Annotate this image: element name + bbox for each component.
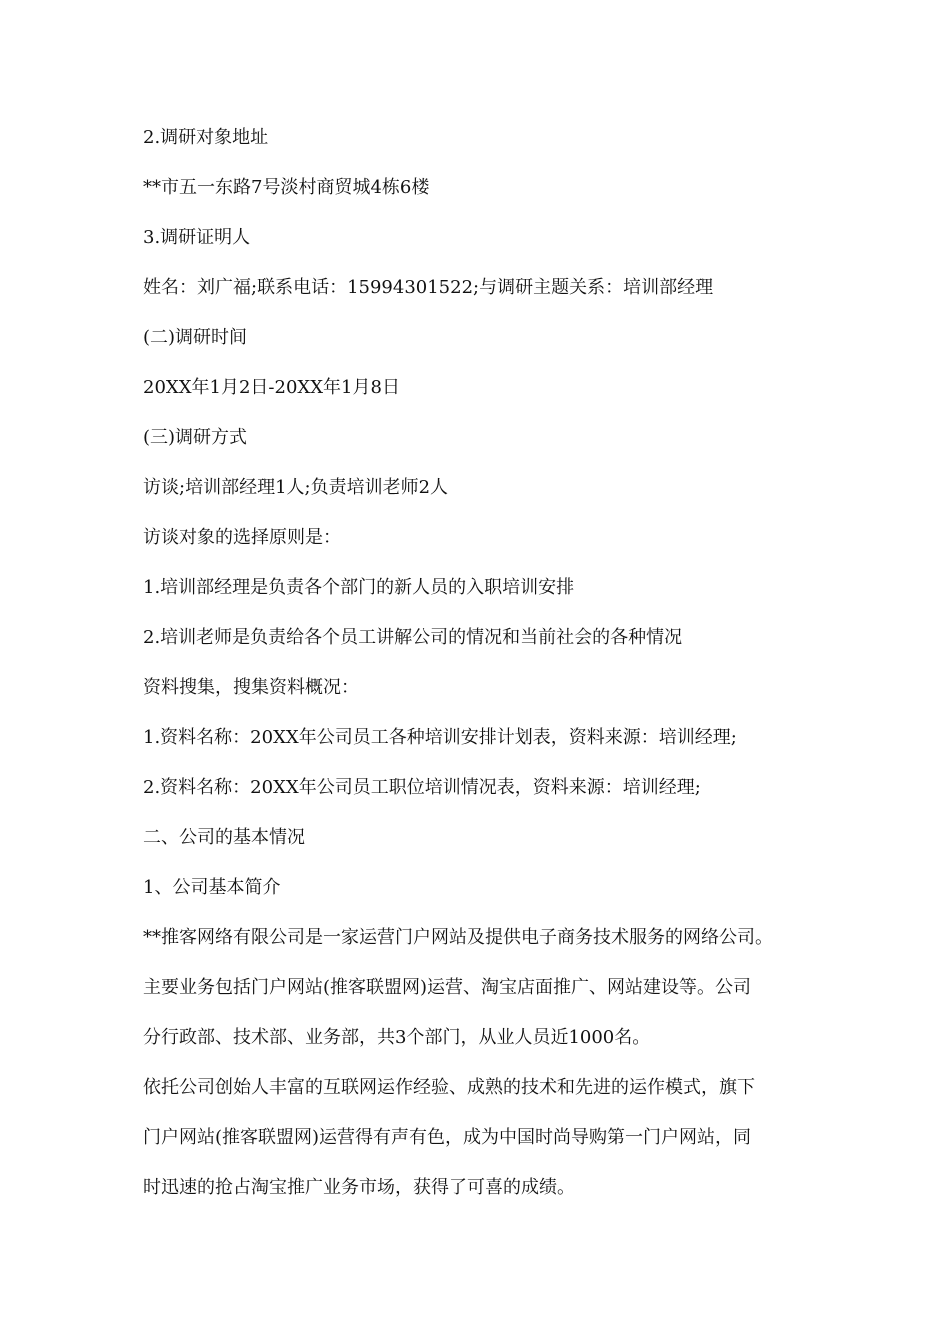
text-line-intro-4: 依托公司创始人丰富的互联网运作经验、成熟的技术和先进的运作模式，旗下 bbox=[143, 1077, 755, 1098]
text-line-intro-3: 分行政部、技术部、业务部，共3个部门，从业人员近1000名。 bbox=[143, 1027, 651, 1048]
text-line-principle-2: 2.培训老师是负责给各个员工讲解公司的情况和当前社会的各种情况 bbox=[143, 627, 683, 648]
text-line-selection-principle: 访谈对象的选择原则是： bbox=[143, 527, 341, 548]
text-line-principle-1: 1.培训部经理是负责各个部门的新人员的入职培训安排 bbox=[143, 577, 575, 598]
text-line-intro-2: 主要业务包括门户网站(推客联盟网)运营、淘宝店面推广、网站建设等。公司 bbox=[143, 977, 752, 998]
text-line-intro-5: 门户网站(推客联盟网)运营得有声有色，成为中国时尚导购第一门户网站，同 bbox=[143, 1127, 752, 1148]
text-line-intro-1: **推客网络有限公司是一家运营门户网站及提供电子商务技术服务的网络公司。 bbox=[143, 927, 773, 948]
text-line-section-heading: 二、公司的基本情况 bbox=[143, 827, 305, 848]
text-line-time-range: 20XX年1月2日-20XX年1月8日 bbox=[143, 377, 400, 398]
text-line-materials-heading: 资料搜集，搜集资料概况： bbox=[143, 677, 359, 698]
text-line-time-heading: (二)调研时间 bbox=[143, 327, 248, 348]
text-line-material-2: 2.资料名称：20XX年公司员工职位培训情况表，资料来源：培训经理; bbox=[143, 777, 701, 798]
text-line-address-heading: 2.调研对象地址 bbox=[143, 127, 269, 148]
text-line-witness-info: 姓名：刘广福;联系电话：15994301522;与调研主题关系：培训部经理 bbox=[143, 277, 714, 298]
document-body bbox=[143, 123, 823, 1223]
text-line-material-1: 1.资料名称：20XX年公司员工各种培训安排计划表，资料来源：培训经理; bbox=[143, 727, 737, 748]
text-line-subsection-heading: 1、公司基本简介 bbox=[143, 877, 281, 898]
text-line-witness-heading: 3.调研证明人 bbox=[143, 227, 251, 248]
text-line-intro-6: 时迅速的抢占淘宝推广业务市场，获得了可喜的成绩。 bbox=[143, 1177, 575, 1198]
text-line-address: **市五一东路7号淡村商贸城4栋6楼 bbox=[143, 177, 430, 198]
text-line-interview-subjects: 访谈;培训部经理1人;负责培训老师2人 bbox=[143, 477, 449, 498]
text-line-method-heading: (三)调研方式 bbox=[143, 427, 248, 448]
